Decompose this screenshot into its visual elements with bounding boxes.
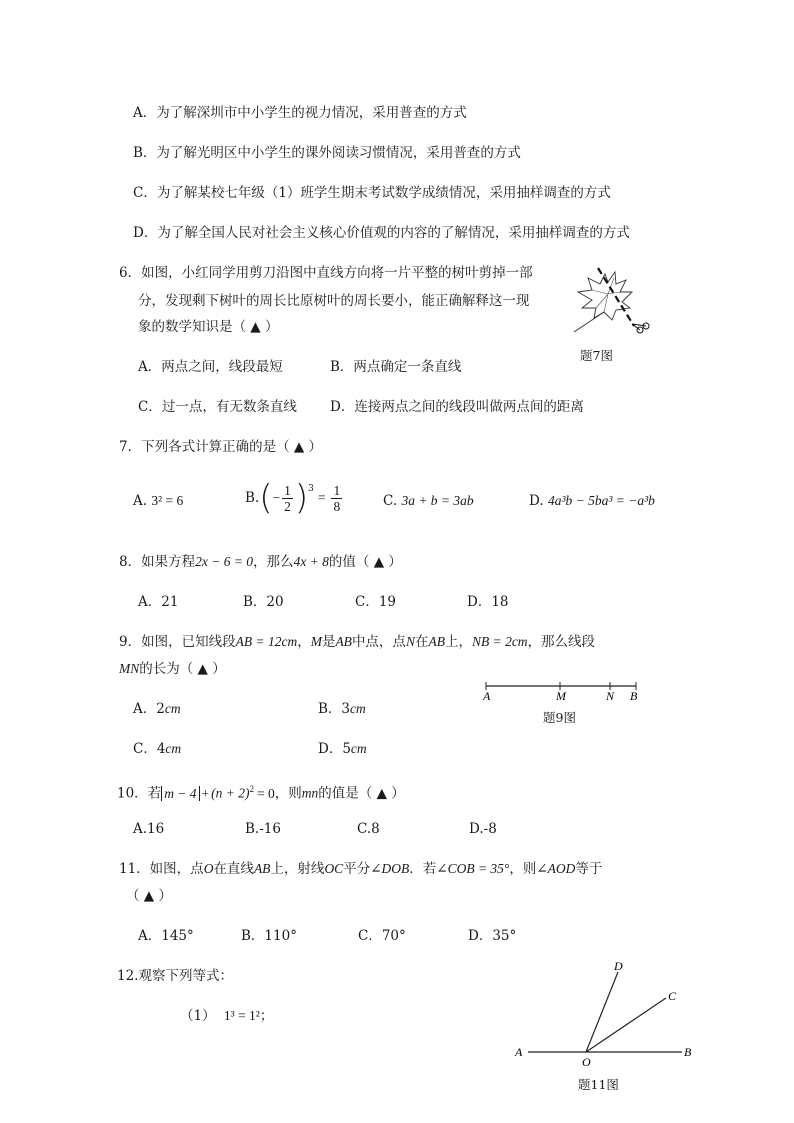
q11-o: O <box>203 861 214 876</box>
q9-text-a: 9．如图，已知线段 <box>119 634 236 650</box>
angle-label-a: A <box>515 1045 523 1059</box>
q9-stem-line2 <box>119 660 226 678</box>
q10-abs: m − 4 <box>161 786 199 801</box>
q7-option-c <box>383 492 474 510</box>
q6-stem-line2: 分，发现剩下树叶的周长比原树叶的周长要小，能正确解释这一现 <box>138 293 530 309</box>
q7-a-label: A. <box>133 493 148 509</box>
q9-option-b <box>318 700 366 718</box>
segment-figure <box>478 678 648 704</box>
q9-n: N <box>405 634 415 649</box>
q5-option-b: B．为了解光明区中小学生的课外阅读习惯情况，采用普查的方式 <box>133 145 521 161</box>
q6-figure-caption: 题7图 <box>580 348 613 363</box>
q9-option-c <box>133 740 181 758</box>
seg-label-m: M <box>556 689 566 703</box>
q8-option-a: A．21 <box>138 594 179 610</box>
q6-stem-line1: 6．如图，小红同学用剪刀沿图中直线方向将一片平整的树叶剪掉一部 <box>119 265 533 281</box>
q10-text-c: 的值是（ ▲ ） <box>318 785 405 802</box>
q6-option-d: D．连接两点之间的线段叫做两点间的距离 <box>330 399 584 415</box>
q11-option-b: B．110° <box>241 928 297 944</box>
q10-text-a: 10．若 <box>117 785 162 802</box>
q10-plus: + <box>201 785 210 801</box>
angle-label-c: C <box>668 989 677 1003</box>
q7-option-d <box>529 492 655 510</box>
q7-option-b: B.(− $\frac{1}{2}$ )$^3$= $\frac{1}{8}$ <box>245 478 341 518</box>
seg-label-b: B <box>630 689 638 703</box>
q9-nb: NB = 2cm <box>471 634 528 649</box>
angle-label-o: O <box>582 1055 591 1068</box>
q6-option-a: A．两点之间，线段最短 <box>138 359 283 375</box>
q10-option-a: A.16 <box>133 821 165 837</box>
q11-figure-caption: 题11图 <box>578 1077 619 1092</box>
q7-option-a <box>133 492 183 510</box>
q9-ab2: AB <box>335 634 352 649</box>
scissors-icon <box>632 323 649 333</box>
q6-stem-line3: 象的数学知识是（ ▲ ） <box>138 319 279 335</box>
q10-paren: (n + 2) <box>211 785 250 801</box>
q10-stem <box>117 780 405 803</box>
q12-item1 <box>180 1007 273 1025</box>
ray-od <box>586 972 618 1052</box>
q11-text-f: ，则 <box>509 861 537 877</box>
q8-eq2: 4x + 8 <box>293 554 329 569</box>
q9-mn: MN <box>119 661 140 676</box>
q10-sq: 2 <box>249 784 255 794</box>
q9-figure-caption: 题9图 <box>543 710 576 725</box>
leaf-stem <box>574 312 604 332</box>
leaf-figure <box>560 264 660 344</box>
seg-label-a: A <box>483 689 491 703</box>
q10-option-c: C.8 <box>357 821 380 837</box>
q8-stem-b: ，那么 <box>253 554 294 570</box>
q5-option-d: D．为了解全国人民对社会主义核心价值观的内容的了解情况，采用抽样调查的方式 <box>133 225 630 241</box>
q10-option-b: B.-16 <box>245 821 281 837</box>
q11-option-a: A．145° <box>138 928 194 944</box>
q12-stem: 12.观察下列等式： <box>117 968 233 984</box>
q11-stem-line2: （ ▲ ） <box>126 888 172 904</box>
q11-text-e: ．若 <box>409 861 437 877</box>
q7-d-expr: 4a³b − 5ba³ = −a³b <box>547 493 655 508</box>
ray-oc <box>586 998 666 1052</box>
q9-text-line2: 的长为（ ▲ ） <box>139 661 226 677</box>
q8-option-c: C．19 <box>355 594 397 610</box>
q9-a-val: A．2 <box>133 701 165 717</box>
q9-ab: AB = 12cm <box>235 634 298 649</box>
q11-cob: ∠COB = 35° <box>436 861 510 876</box>
q7-b-den: 2 <box>284 498 291 514</box>
q11-option-c: C．70° <box>358 928 406 944</box>
q10-eq: = 0 <box>257 785 275 801</box>
q9-m: M <box>310 634 322 649</box>
q9-text-e: 上， <box>444 634 472 650</box>
q7-a-expr: 3² = 6 <box>151 493 184 508</box>
q8-stem <box>119 553 402 571</box>
seg-label-n: N <box>606 689 615 703</box>
q9-c-val: C．4 <box>133 741 166 757</box>
q11-text-c: 上，射线 <box>270 861 325 877</box>
q9-d-val: D．5 <box>318 741 351 757</box>
q5-option-c: C．为了解某校七年级（1）班学生期末考试数学成绩情况，采用抽样调查的方式 <box>133 185 611 201</box>
q9-text-f: ，那么线段 <box>527 634 596 650</box>
q7-stem: 7．下列各式计算正确的是（ ▲ ） <box>119 439 323 455</box>
q8-eq1: 2x − 6 = 0 <box>195 554 254 569</box>
angle-label-d: D <box>614 959 623 973</box>
q7-b-label: B. <box>245 490 260 506</box>
q6-option-b: B．两点确定一条直线 <box>330 359 462 375</box>
q7-c-expr: 3a + b = 3ab <box>401 493 474 508</box>
angle-figure <box>510 958 700 1068</box>
q11-ab: AB <box>253 861 271 876</box>
q7-c-label: C. <box>383 493 398 509</box>
q11-text-a: 11．如图，点 <box>119 861 204 877</box>
q11-text-d: 平分 <box>343 861 371 877</box>
q5-option-a: A．为了解深圳市中小学生的视力情况，采用普查的方式 <box>133 105 467 121</box>
q12-item1-label: （1） <box>180 1008 216 1024</box>
q11-aod: ∠AOD <box>536 861 576 876</box>
q7-b-num: 1 <box>284 482 291 498</box>
q9-ab3: AB <box>428 634 445 649</box>
q8-stem-c: 的值（ ▲ ） <box>328 554 402 570</box>
q9-text-c: 中点，点 <box>351 634 406 650</box>
q10-option-d: D.-8 <box>469 821 497 837</box>
q8-stem-a: 8．如果方程 <box>119 554 196 570</box>
q9-option-d <box>318 740 367 758</box>
q7-b-rhs-num: 1 <box>333 482 341 498</box>
angle-label-b: B <box>684 1045 692 1059</box>
q9-text-d: 在 <box>414 634 429 650</box>
q9-b-val: B．3 <box>318 701 351 717</box>
q9-text-b: 是 <box>321 634 336 650</box>
q9-c-unit: cm <box>165 741 182 756</box>
q11-oc: OC <box>324 861 344 876</box>
q9-option-a <box>133 700 181 718</box>
q12-item1-expr: 1³ = 1²； <box>223 1008 274 1023</box>
q9-a-unit: cm <box>164 701 181 716</box>
q6-option-c: C．过一点，有无数条直线 <box>138 399 297 415</box>
q11-text-b: 在直线 <box>213 861 254 877</box>
q10-mn: mn <box>301 785 319 801</box>
q11-dob: ∠DOB <box>370 861 410 876</box>
q8-option-d: D．18 <box>467 594 509 610</box>
q11-stem-line1 <box>119 860 602 878</box>
q9-d-unit: cm <box>350 741 367 756</box>
q10-text-b: ，则 <box>274 785 302 802</box>
q9-stem-line1: 9．如图，已知线段AB = 12cm，M是AB中点，点N在AB上，NB = 2cm，那么线段 <box>119 634 596 650</box>
q7-b-rhs-den: 8 <box>333 498 341 514</box>
q8-option-b: B．20 <box>243 594 284 610</box>
q9-b-unit: cm <box>350 701 366 716</box>
q11-option-d: D．35° <box>468 928 517 944</box>
q7-d-label: D. <box>529 493 544 509</box>
q11-text-g: 等于 <box>575 861 603 877</box>
